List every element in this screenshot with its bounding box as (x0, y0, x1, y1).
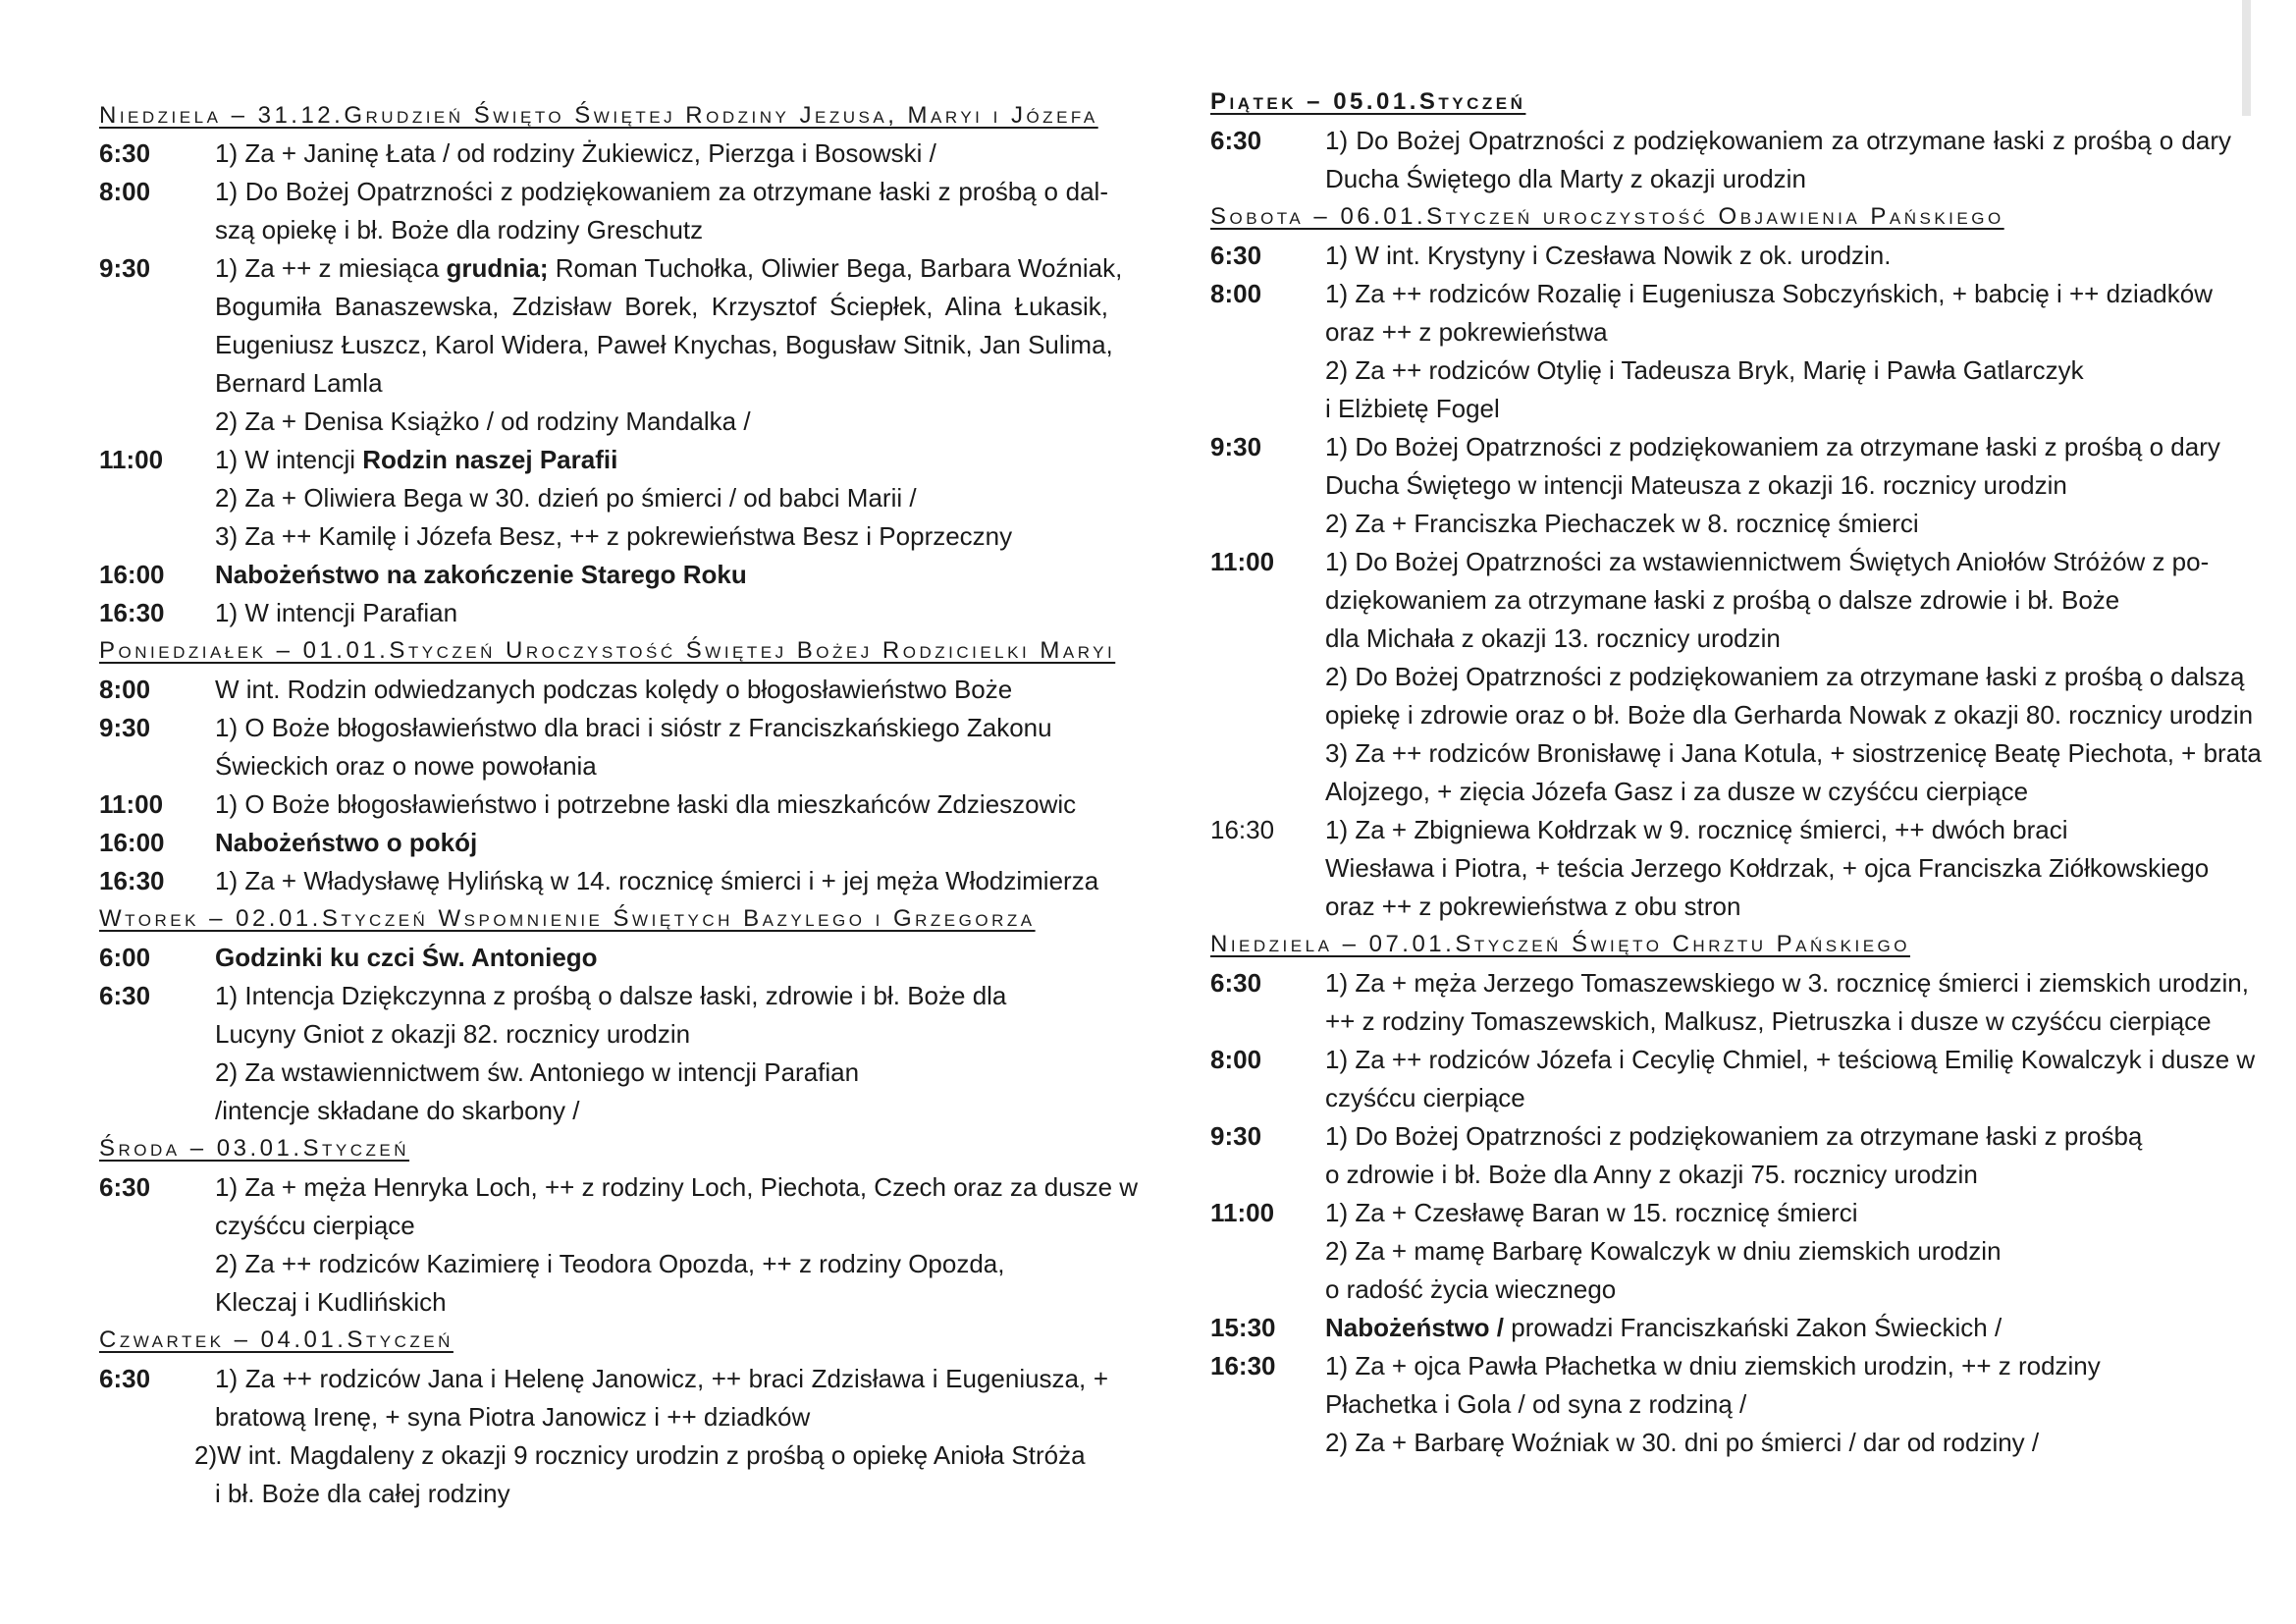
day-header-tuesday-02: Wtorek – 02.01.Styczeń Wspomnienie Świętych Bazylego i Grzegorza (99, 905, 1036, 932)
intention-line: 1) Za + ojca Pawła Płachetka w dniu ziemskich urodzin, ++ z rodziny (1325, 1351, 2101, 1380)
time-label: 16:30 (1210, 1351, 1276, 1380)
intention-line (215, 445, 617, 474)
intention-line: szą opiekę i bł. Boże dla rodziny Greschutz (215, 215, 704, 244)
intention-line: i Elżbietę Fogel (1325, 394, 1500, 423)
day-header-saturday-06: Sobota – 06.01.Styczeń uroczystość Objawienia Pańskiego (1210, 203, 2004, 230)
intention-line: 1) Do Bożej Opatrzności z podziękowaniem za otrzymane łaski z prośbą o dary (1325, 126, 2231, 155)
intention-line: 2) Za + Denisa Książko / od rodziny Mandalka / (215, 406, 751, 436)
intention-line: czyśćcu cierpiące (1325, 1083, 1525, 1112)
time-label: 16:30 (1210, 815, 1275, 844)
intention-line: oraz ++ z pokrewieństwa z obu stron (1325, 892, 1741, 921)
intention-line: 1) Za ++ rodziców Rozalię i Eugeniusza Sobczyńskich, + babcię i ++ dziadków (1325, 279, 2213, 308)
time-label: 16:30 (99, 598, 165, 627)
time-label: 9:30 (99, 713, 151, 742)
intention-line: opiekę i zdrowie oraz o bł. Boże dla Gerharda Nowak z okazji 80. rocznicy urodzin (1325, 700, 2254, 730)
intention-line: 2) Za wstawiennictwem św. Antoniego w intencji Parafian (215, 1057, 860, 1087)
intention-line: Ducha Świętego w intencji Mateusza z okazji 16. rocznicy urodzin (1325, 470, 2067, 500)
intention-line: Nabożeństwo na zakończenie Starego Roku (215, 560, 747, 589)
intention-text: 1) W intencji (215, 445, 363, 474)
intention-line: 1) Za + męża Jerzego Tomaszewskiego w 3. rocznicę śmierci i ziemskich urodzin, (1325, 968, 2249, 998)
intention-line: i bł. Boże dla całej rodziny (215, 1479, 510, 1508)
time-label: 8:00 (99, 675, 151, 704)
intention-line: bratową Irenę, + syna Piotra Janowicz i ++ dziadków (215, 1402, 811, 1432)
intention-line: Świeckich oraz o nowe powołania (215, 751, 597, 781)
day-header-sunday-07: Niedziela – 07.01.Styczeń Święto Chrztu Pańskiego (1210, 931, 1910, 957)
intention-line: Godzinki ku czci Św. Antoniego (215, 943, 598, 972)
time-label: 8:00 (1210, 1045, 1262, 1074)
intention-line: Bogumiła Banaszewska, Zdzisław Borek, Krzysztof Ściepłek, Alina Łukasik, (215, 292, 1108, 321)
intention-line (215, 253, 1123, 283)
intention-line: ++ z rodziny Tomaszewskich, Malkusz, Pietruszka i dusze w czyśćcu cierpiące (1325, 1006, 2212, 1036)
time-label: 11:00 (1210, 547, 1275, 576)
intention-line: 1) Za + Czesławę Baran w 15. rocznicę śmierci (1325, 1198, 1858, 1227)
time-label: 11:00 (1210, 1198, 1275, 1227)
intention-line: 2) Za + mamę Barbarę Kowalczyk w dniu ziemskich urodzin (1325, 1236, 2002, 1266)
time-label: 9:30 (99, 253, 151, 283)
intention-line: dla Michała z okazji 13. rocznicy urodzin (1325, 623, 1781, 653)
intention-line: Lucyny Gniot z okazji 82. rocznicy urodzin (215, 1019, 691, 1049)
intention-line: 1) Za ++ rodziców Jana i Helenę Janowicz, ++ braci Zdzisława i Eugeniusza, + (215, 1364, 1108, 1393)
intention-text: prowadzi Franciszkański Zakon Świeckich / (1504, 1313, 2002, 1342)
intention-line: 1) Intencja Dziękczynna z prośbą o dalsze łaski, zdrowie i bł. Boże dla (215, 981, 1007, 1010)
intention-line: Ducha Świętego dla Marty z okazji urodzin (1325, 164, 1806, 193)
intention-line: 3) Za ++ rodziców Bronisławę i Jana Kotula, + siostrzenicę Beatę Piechota, + brata (1325, 738, 2262, 768)
intention-line: 1) W int. Krystyny i Czesława Nowik z ok. urodzin. (1325, 241, 1892, 270)
intention-line: oraz ++ z pokrewieństwa (1325, 317, 1608, 347)
intention-line: czyśćcu cierpiące (215, 1211, 415, 1240)
intention-line: 1) Za ++ rodziców Józefa i Cecylię Chmiel, + teściową Emilię Kowalczyk i dusze w (1325, 1045, 2256, 1074)
time-label: 6:30 (1210, 968, 1262, 998)
intention-line: W int. Rodzin odwiedzanych podczas kolędy o błogosławieństwo Boże (215, 675, 1013, 704)
time-label: 6:00 (99, 943, 151, 972)
time-label: 11:00 (99, 789, 164, 819)
intention-line: 1) Za + Zbigniewa Kołdrzak w 9. rocznicę śmierci, ++ dwóch braci (1325, 815, 2068, 844)
time-label: 6:30 (99, 981, 151, 1010)
intention-line: Eugeniusz Łuszcz, Karol Widera, Paweł Knychas, Bogusław Sitnik, Jan Sulima, (215, 330, 1113, 359)
time-label: 6:30 (1210, 241, 1262, 270)
time-label: 16:00 (99, 560, 165, 589)
intention-line: dziękowaniem za otrzymane łaski z prośbą o dalsze zdrowie i bł. Boże (1325, 585, 2120, 615)
intention-bold-text: Nabożeństwo / (1325, 1313, 1505, 1342)
intention-line: 1) Za + męża Henryka Loch, ++ z rodziny Loch, Piechota, Czech oraz za dusze w (215, 1172, 1139, 1202)
intention-line: 1) Do Bożej Opatrzności z podziękowaniem za otrzymane łaski z prośbą (1325, 1121, 2143, 1151)
day-header-thursday-04: Czwartek – 04.01.Styczeń (99, 1326, 454, 1353)
intention-line: Bernard Lamla (215, 368, 383, 398)
time-label: 6:30 (99, 1172, 151, 1202)
intention-line: 2) Za ++ rodziców Kazimierę i Teodora Opozda, ++ z rodziny Opozda, (215, 1249, 1005, 1278)
time-label: 11:00 (99, 445, 164, 474)
intention-line (1325, 1313, 2002, 1342)
time-label: 6:30 (99, 1364, 151, 1393)
intention-line: Alojzego, + zięcia Józefa Gasz i za dusze w czyśćcu cierpiące (1325, 777, 2029, 806)
intention-line: 1) Za + Władysławę Hylińską w 14. rocznicę śmierci i + jej męża Włodzimierza (215, 866, 1099, 895)
intention-line: Płachetka i Gola / od syna z rodziną / (1325, 1389, 1747, 1419)
scrollbar-thumb[interactable] (2242, 0, 2251, 116)
intention-line: 1) W intencji Parafian (215, 598, 458, 627)
intention-line: 2) Do Bożej Opatrzności z podziękowaniem za otrzymane łaski z prośbą o dalszą (1325, 662, 2245, 691)
time-label: 9:30 (1210, 432, 1262, 461)
intention-line: 1) Do Bożej Opatrzności z podziękowaniem za otrzymane łaski z prośbą o dary (1325, 432, 2220, 461)
intention-line: 2) Za + Franciszka Piechaczek w 8. rocznicę śmierci (1325, 509, 1919, 538)
intention-bold-text: Rodzin naszej Parafii (362, 445, 618, 474)
intention-line: 1) Za + Janinę Łata / od rodziny Żukiewicz, Pierzga i Bosowski / (215, 138, 936, 168)
intention-line: Kleczaj i Kudlińskich (215, 1287, 447, 1317)
intention-line: 2) Za + Oliwiera Bega w 30. dzień po śmierci / od babci Marii / (215, 483, 917, 513)
time-label: 8:00 (1210, 279, 1262, 308)
day-header-monday-01: Poniedziałek – 01.01.Styczeń Uroczystość Świętej Bożej Rodzicielki Maryi (99, 637, 1116, 664)
time-label: 15:30 (1210, 1313, 1276, 1342)
intention-line: 1) Do Bożej Opatrzności z podziękowaniem za otrzymane łaski z prośbą o dal- (215, 177, 1108, 206)
intention-line: Nabożeństwo o pokój (215, 828, 478, 857)
intention-line: 1) O Boże błogosławieństwo dla braci i sióstr z Franciszkańskiego Zakonu (215, 713, 1052, 742)
intention-line: 1) Do Bożej Opatrzności za wstawiennictwem Świętych Aniołów Stróżów z po- (1325, 547, 2210, 576)
time-label: 6:30 (99, 138, 151, 168)
intention-text: Roman Tuchołka, Oliwier Bega, Barbara Woźniak, (548, 253, 1123, 283)
intention-line: o radość życia wiecznego (1325, 1274, 1617, 1304)
intention-line: 3) Za ++ Kamilę i Józefa Besz, ++ z pokrewieństwa Besz i Poprzeczny (215, 521, 1013, 551)
time-label: 9:30 (1210, 1121, 1262, 1151)
time-label: 6:30 (1210, 126, 1262, 155)
intention-line: Wiesława i Piotra, + teścia Jerzego Kołdrzak, + ojca Franciszka Ziółkowskiego (1325, 853, 2210, 883)
intention-line: 2) Za ++ rodziców Otylię i Tadeusza Bryk, Marię i Pawła Gatlarczyk (1325, 355, 2084, 385)
intention-line: /intencje składane do skarbony / (215, 1096, 580, 1125)
intention-bold-text: grudnia; (446, 253, 549, 283)
intention-line: 1) O Boże błogosławieństwo i potrzebne łaski dla mieszkańców Zdzieszowic (215, 789, 1077, 819)
day-header-friday-05: Piątek – 05.01.Styczeń (1210, 88, 1526, 115)
time-label: 16:00 (99, 828, 165, 857)
day-header-wednesday-03: Środa – 03.01.Styczeń (99, 1135, 410, 1162)
intention-line: o zdrowie i bł. Boże dla Anny z okazji 75. rocznicy urodzin (1325, 1160, 1978, 1189)
intention-line: 2)W int. Magdaleny z okazji 9 rocznicy urodzin z prośbą o opiekę Anioła Stróża (194, 1440, 1086, 1470)
time-label: 16:30 (99, 866, 165, 895)
day-header-sunday-31: Niedziela – 31.12.Grudzień Święto Świętej Rodziny Jezusa, Maryi i Józefa (99, 102, 1098, 129)
intention-line: 2) Za + Barbarę Woźniak w 30. dni po śmierci / dar od rodziny / (1325, 1428, 2040, 1457)
intention-text: 1) Za ++ z miesiąca (215, 253, 447, 283)
time-label: 8:00 (99, 177, 151, 206)
